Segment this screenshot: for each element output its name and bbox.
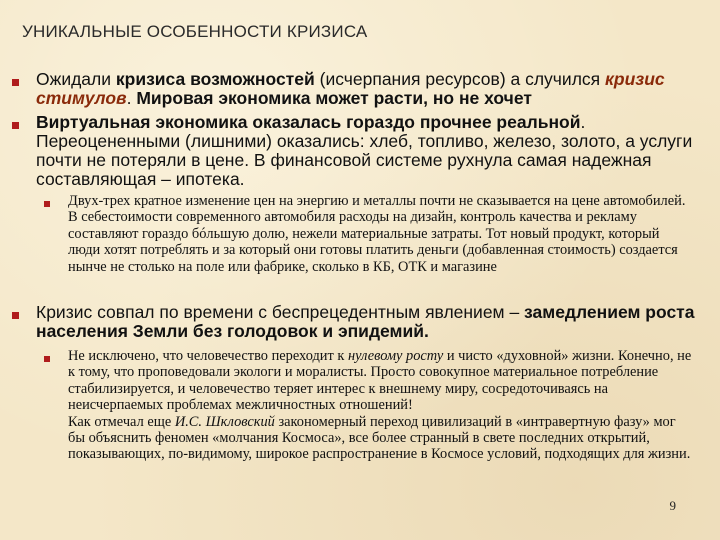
paragraph-1	[36, 70, 706, 108]
bullet-2	[12, 122, 19, 129]
p1-text-e: .	[126, 88, 137, 108]
sub2-text-c: и чисто «духовной» жизни. Конечно, не к тому, что проповедовали экологи и моралисты. Просто совокупное материальное потребление стабилизируется, и человечество теряет интерес к внешнему миру, сосредоточиваясь на неисчерпаемых проблемах межличностных отношений!	[68, 348, 692, 414]
sub-bullet-2	[44, 356, 50, 362]
p1-text-a: Ожидали	[36, 69, 116, 89]
p3-text-c: .	[424, 321, 429, 341]
slide-title: УНИКАЛЬНЫЕ ОСОБЕННОСТИ КРИЗИСА	[22, 22, 368, 41]
bullet-1	[12, 79, 19, 86]
sub-paragraph-2	[68, 348, 693, 463]
paragraph-2	[36, 113, 706, 189]
sub2-zero-growth: нулевому росту	[347, 348, 444, 364]
p3-population-slowdown: замедлением роста населения Земли без голодовок и эпидемий	[36, 302, 695, 341]
sub2-shklovsky: И.С. Шкловский	[174, 413, 275, 430]
sub2-text-f: закономерный переход цивилизаций в «интравертную фазу» мог бы объяснить феномен «молчания Космоса», все более странный в свете последних открытий, показывающих, по-видимому, широкое распространение в Космосе условий, подходящих для жизни.	[68, 413, 691, 463]
p3-text-a: Кризис совпал по времени с беспрецедентным явлением –	[36, 302, 525, 322]
p1-text-c: (исчерпания ресурсов) а случился	[314, 69, 606, 89]
p2-virtual-economy: Виртуальная экономика оказалась гораздо прочнее реальной	[36, 112, 581, 132]
sub-paragraph-1: Двух-трех кратное изменение цен на энергию и металлы почти не сказывается на цене автомобилей. В себестоимости современного автомобиля расходы на дизайн, контроль качества и рекламу составляют гораздо бóльшую долю, нежели материальные затраты. Тот новый продукт, который люди хотят потреблять и за который они готовы платить деньги (добавленная стоимость) создается нынче не столько на поле или фабрике, сколько в КБ, ОТК и магазине	[68, 193, 686, 275]
p2-text: . Переоцененными (лишними) оказались: хлеб, топливо, железо, золото, а услуги почти не потеряли в цене. В финансовой системе рухнула самая надежная составляющая – ипотека.	[36, 112, 693, 189]
bullet-3	[12, 312, 19, 319]
paragraph-3	[36, 303, 706, 341]
p1-world-economy: Мировая экономика может расти, но не хочет	[136, 88, 532, 108]
p1-crisis-of-opportunities: кризиса возможностей	[115, 69, 315, 89]
sub2-text-d: Как отмечал еще	[68, 413, 175, 430]
p1-crisis-of-incentives: кризис стимулов	[36, 69, 665, 108]
sub2-text-a: Не исключено, что человечество переходит к	[68, 348, 348, 364]
sub-bullet-1	[44, 201, 50, 207]
page-number: 9	[669, 498, 676, 513]
